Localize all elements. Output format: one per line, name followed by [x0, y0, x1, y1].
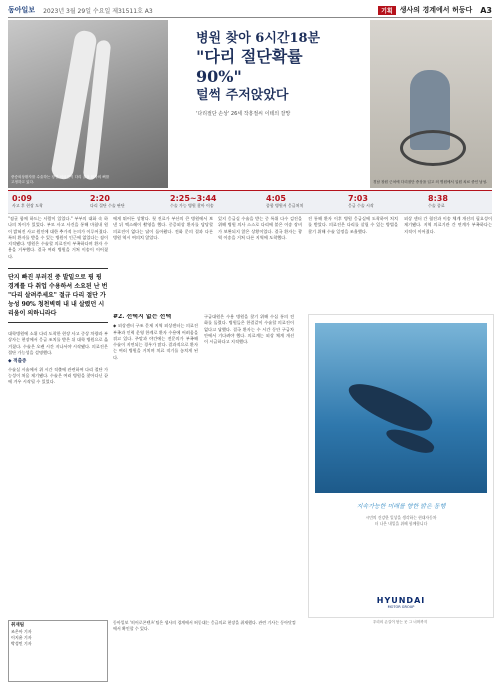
issue-date: 2023년 3월 29일 수요일 제31511호 A3 [43, 7, 153, 15]
brand-sub: MOTOR GROUP [387, 605, 415, 609]
wheelchair-shape [400, 130, 466, 166]
headline-line: 병원 찾아 6시간18분 [196, 31, 321, 46]
ad-tagline: 지속가능한 미래를 향한 밝은 동행 [356, 503, 446, 510]
article-column: 있지 응급실 수술을 받는 중 특위 다수 검진을 위해 병원 의사 스스로 다리에 붙은 이송 장비가 보완되지 않은 상황이었다. 결국 환자는 광역 이송을 거쳐 다른 지역에 도착했다. [218, 216, 302, 240]
paper-name: 동아일보 [8, 6, 36, 14]
article-column: 외상 센터 간 협진과 이송 체계 개선의 필요성이 제기됐다. 지역 의료기관 간 연계가 부족하다는 지적이 이어졌다. [404, 216, 492, 234]
subhead: ◆ 적출증 [8, 359, 27, 365]
article-body [8, 216, 492, 618]
ad-copy: 시민의 건강한 일상을 생각하는 현대자동차 더 나은 내일을 위해 함께합니다 [365, 515, 437, 526]
article-column: 에게 뛰어든 상황다. 첫 진료가 부산의 큰 병원에서 보낸 뒤 엑스레이 촬영을 했다. 중증외상 환자를 담당할 의료진이 없다는 답이 돌아왔다. 전화 문의 결과 다른 병원 역시 여의치 않았다. [113, 216, 213, 240]
brand-logo: HYUNDAI [376, 596, 426, 605]
timeline-item: 8:38 수술 종료 [428, 194, 448, 208]
article-column: #2. 선택지 없는 선택 ◆ 외상센터 구조 문제 지역 외상센터는 의료진 부족과 인력 운영 한계로 환자 수용에 어려움을 겪고 있다. 주말과 야간에는 전문의가 부족해 수술이 지연되는 경우가 많다. 결과적으로 환자는 여러 병원을 거치며 치료 적기를 놓치게 된다. [113, 314, 198, 360]
footer [8, 620, 492, 682]
credits-box: 취재팀 조은아 기자 이지윤 기자 박성민 기자 [8, 620, 108, 682]
footer-ad-text: 우리의 손길이 닿는 곳 그 너머까지 [372, 620, 428, 624]
ad-brand [309, 596, 493, 609]
timeline-item: 0:09 사고 후 현장 도착 [12, 194, 43, 208]
section-title: 생사의 경계에서 허둥다 [399, 6, 473, 14]
headline [196, 30, 346, 117]
article-column: "점굴 함께 하드는 사람이 있었다." 부부의 대화 속 하나의 차이가 있었다. 부모 사고 사건을 통해 마침내 원이 밝혀진 사고 원인에 대한 추가적 논의가 이루어졌다. 특히 환자를 받을 수 있는 병원이 인근에 없었다는 점이 지적됐다. 병원은 수술할 의료진이 부족하다며 환자 수용을 거부했다. 결국 여러 병원을 거쳐 이송이 이어졌다. 단지 빠진 부러진 중 발밑으로 핑 핑 경계를 다 취업 수용하셔 소요된 난 번 "다리 살려주세요" 절규 다리 절단 가능성 90% 청천벽력 내 내 살렸던 시리움이 의하니라다 대학병원에 소위 다리 도착한 현장 사고 중상 차량과 부상자는 현장에서 응급 조치를 받은 뒤 대학 병원으로 옮겨졌다. 수술은 오랜 시간 지나서야 시작됐다. 의료진은 절단 가능성을 설명했다. ◆ 적출증 수술실 시술에서 위 시간 적출에 관련하여 다리 절단 가능성이 처음 제기됐다. 수술은 여러 병원을 찾아다닌 끝에 겨우 시작될 수 있었다. [8, 216, 108, 385]
timeline-item: 2:20 다리 절단 수술 판단 [90, 194, 125, 208]
timeline-bar [8, 190, 492, 214]
masthead [8, 3, 492, 18]
photo-caption: 중증외상환자를 수술하는 장면 의료진이 다리 골절 환자의 뼈를 고정하고 있다. [11, 175, 110, 184]
timeline-item: 2:25~3:44 수술 가능 병원 찾아 이송 [170, 194, 217, 208]
headline-subtitle: '다리절단 손상' 26세 작흥절씨 이테의 잘망 [196, 111, 291, 117]
advertisement[interactable] [308, 314, 494, 618]
photo-caption: 경남 창원 근처에 다리절단 중상을 입고 의 병원에서 입원 치료 중인 남성. [373, 180, 488, 184]
section-header [378, 5, 472, 15]
headline-line: 털썩 주저앉았다 [196, 88, 289, 103]
section-heading: #2. 선택지 없는 선택 [113, 314, 172, 320]
timeline-item: 4:05 종합 병원서 응급처치 [266, 194, 304, 208]
section-tag: 기획 [378, 6, 396, 15]
footer-note: 동아일보 ‘히어로콘텐츠’팀은 생사의 경계에서 허둥대는 응급의료 현장을 취재했다. 관련 기사는 동아닷컴에서 확인할 수 있다. [113, 620, 296, 631]
article-column: 구급대원은 수용 병원을 찾기 위해 수십 통의 전화를 돌렸다. 병원들은 한결같이 수술할 의료진이 없다고 답했다. 결국 환자는 수 시간 동안 구급차 안에서 기다려야 했다. 의료계는 외상 체계 개선이 시급하다고 지적했다. [204, 314, 294, 345]
pull-quote: 단지 빠진 부러진 중 발밑으로 핑 핑 경계를 다 취업 수용하셔 소요된 난 번 "다리 살려주세요" 절규 다리 절단 가능성 90% 청천벽력 내 내 살렸던 시리움이 의하니라다 [8, 268, 108, 323]
page-number: A3 [480, 5, 492, 15]
xray-photo [8, 20, 168, 188]
headline-line: "다리 절단확률 90%" [196, 47, 303, 86]
whale-calf-shape [384, 425, 436, 457]
ocean-image [315, 323, 487, 493]
article-column: 진 통해 환자 이후 병원 응급실에 도착하여 처치를 받았다. 의료진은 다리를 살릴 수 있는 방법을 찾기 위해 수술 일정을 조율했다. [308, 216, 398, 234]
timeline-item: 7:03 응급 수술 시작 [348, 194, 374, 208]
hospital-photo [370, 20, 492, 188]
